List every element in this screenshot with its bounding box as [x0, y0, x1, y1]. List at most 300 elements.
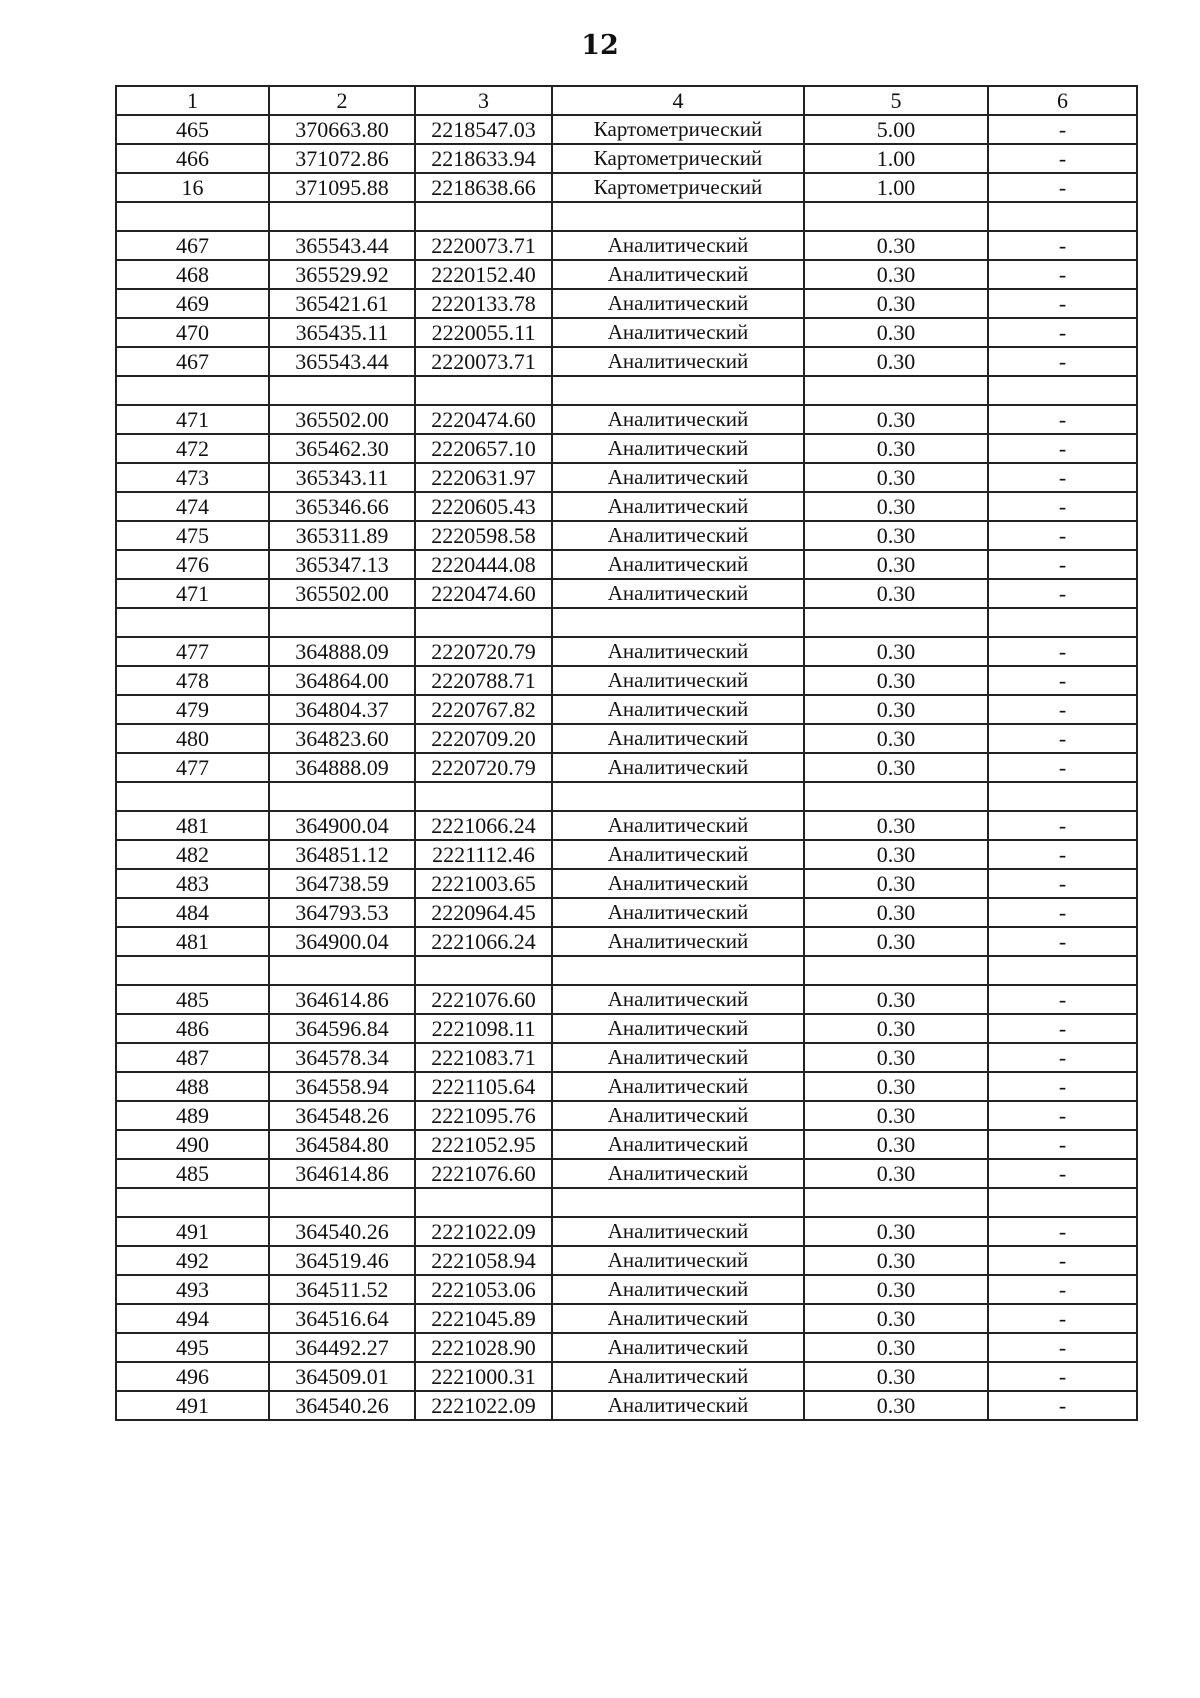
cell-accuracy: 0.30 — [804, 405, 988, 434]
table-separator-row — [116, 202, 1137, 231]
cell-point-number: 484 — [116, 898, 269, 927]
cell-method: Аналитический — [552, 695, 804, 724]
cell-coord-y: 2221058.94 — [415, 1246, 552, 1275]
cell-coord-x — [269, 608, 415, 637]
cell-method: Аналитический — [552, 550, 804, 579]
table-row — [116, 463, 1137, 492]
cell-accuracy: 0.30 — [804, 1101, 988, 1130]
cell-method: Картометрический — [552, 173, 804, 202]
cell-coord-y: 2220657.10 — [415, 434, 552, 463]
cell-point-number: 467 — [116, 347, 269, 376]
table-row — [116, 637, 1137, 666]
cell-method: Аналитический — [552, 1130, 804, 1159]
cell-coord-x: 364900.04 — [269, 927, 415, 956]
cell-note — [988, 956, 1137, 985]
cell-accuracy: 0.30 — [804, 492, 988, 521]
cell-point-number: 491 — [116, 1391, 269, 1420]
cell-accuracy: 0.30 — [804, 1072, 988, 1101]
cell-point-number: 471 — [116, 579, 269, 608]
cell-method: Аналитический — [552, 927, 804, 956]
cell-method: Аналитический — [552, 463, 804, 492]
cell-coord-x: 364540.26 — [269, 1217, 415, 1246]
cell-note — [988, 1188, 1137, 1217]
cell-point-number: 476 — [116, 550, 269, 579]
table-row — [116, 521, 1137, 550]
cell-accuracy: 1.00 — [804, 144, 988, 173]
cell-coord-x: 364516.64 — [269, 1304, 415, 1333]
cell-coord-y — [415, 1188, 552, 1217]
cell-accuracy — [804, 1188, 988, 1217]
cell-coord-y — [415, 782, 552, 811]
cell-coord-y: 2220720.79 — [415, 637, 552, 666]
cell-note: - — [988, 231, 1137, 260]
cell-point-number: 471 — [116, 405, 269, 434]
cell-accuracy: 0.30 — [804, 1217, 988, 1246]
cell-accuracy: 0.30 — [804, 666, 988, 695]
cell-note: - — [988, 1130, 1137, 1159]
cell-note: - — [988, 1014, 1137, 1043]
table-separator-row — [116, 376, 1137, 405]
cell-note: - — [988, 260, 1137, 289]
cell-point-number: 469 — [116, 289, 269, 318]
cell-method: Аналитический — [552, 1246, 804, 1275]
cell-note: - — [988, 1043, 1137, 1072]
cell-coord-y: 2221105.64 — [415, 1072, 552, 1101]
cell-coord-y: 2220152.40 — [415, 260, 552, 289]
cell-point-number: 470 — [116, 318, 269, 347]
cell-point-number: 472 — [116, 434, 269, 463]
cell-accuracy: 0.30 — [804, 724, 988, 753]
cell-coord-y: 2220474.60 — [415, 579, 552, 608]
cell-coord-x: 364888.09 — [269, 637, 415, 666]
cell-coord-y: 2221066.24 — [415, 927, 552, 956]
cell-coord-x: 364738.59 — [269, 869, 415, 898]
cell-point-number: 493 — [116, 1275, 269, 1304]
table-row — [116, 1101, 1137, 1130]
cell-point-number: 485 — [116, 985, 269, 1014]
cell-point-number: 478 — [116, 666, 269, 695]
cell-coord-x: 364578.34 — [269, 1043, 415, 1072]
cell-coord-y — [415, 956, 552, 985]
cell-note: - — [988, 1391, 1137, 1420]
cell-note: - — [988, 811, 1137, 840]
cell-coord-x: 365435.11 — [269, 318, 415, 347]
cell-coord-y: 2221083.71 — [415, 1043, 552, 1072]
cell-method: Аналитический — [552, 1333, 804, 1362]
cell-note: - — [988, 347, 1137, 376]
cell-accuracy: 0.30 — [804, 840, 988, 869]
table-row — [116, 1391, 1137, 1420]
cell-method: Аналитический — [552, 1159, 804, 1188]
cell-coord-y: 2221053.06 — [415, 1275, 552, 1304]
cell-method — [552, 1188, 804, 1217]
cell-coord-y: 2220073.71 — [415, 347, 552, 376]
cell-point-number: 466 — [116, 144, 269, 173]
page-number: 12 — [581, 30, 619, 61]
cell-coord-x: 364900.04 — [269, 811, 415, 840]
cell-coord-y: 2221066.24 — [415, 811, 552, 840]
cell-accuracy — [804, 608, 988, 637]
cell-coord-y — [415, 376, 552, 405]
cell-note: - — [988, 434, 1137, 463]
table-row — [116, 318, 1137, 347]
column-header-1: 1 — [116, 86, 269, 115]
cell-point-number — [116, 376, 269, 405]
table-row — [116, 1246, 1137, 1275]
table-row — [116, 898, 1137, 927]
cell-coord-y: 2221022.09 — [415, 1391, 552, 1420]
cell-coord-x: 365462.30 — [269, 434, 415, 463]
table-row — [116, 289, 1137, 318]
cell-method: Аналитический — [552, 231, 804, 260]
cell-coord-y: 2221095.76 — [415, 1101, 552, 1130]
cell-note: - — [988, 1159, 1137, 1188]
table-row — [116, 1159, 1137, 1188]
table-row — [116, 260, 1137, 289]
cell-coord-y: 2220709.20 — [415, 724, 552, 753]
cell-coord-y: 2221112.46 — [415, 840, 552, 869]
cell-method — [552, 202, 804, 231]
table-separator-row — [116, 956, 1137, 985]
cell-note: - — [988, 521, 1137, 550]
cell-coord-x: 364519.46 — [269, 1246, 415, 1275]
cell-accuracy: 0.30 — [804, 260, 988, 289]
cell-note: - — [988, 724, 1137, 753]
cell-coord-y: 2221028.90 — [415, 1333, 552, 1362]
cell-accuracy: 0.30 — [804, 1391, 988, 1420]
cell-note: - — [988, 318, 1137, 347]
cell-accuracy: 0.30 — [804, 1362, 988, 1391]
cell-method: Аналитический — [552, 1304, 804, 1333]
cell-note: - — [988, 1101, 1137, 1130]
cell-method: Картометрический — [552, 115, 804, 144]
table-row — [116, 347, 1137, 376]
cell-method: Аналитический — [552, 1391, 804, 1420]
cell-accuracy: 0.30 — [804, 637, 988, 666]
cell-coord-y: 2218633.94 — [415, 144, 552, 173]
table-row — [116, 1130, 1137, 1159]
cell-method — [552, 782, 804, 811]
cell-coord-y: 2220631.97 — [415, 463, 552, 492]
cell-coord-y: 2220767.82 — [415, 695, 552, 724]
cell-accuracy: 0.30 — [804, 550, 988, 579]
cell-method: Аналитический — [552, 1072, 804, 1101]
cell-point-number — [116, 608, 269, 637]
cell-note: - — [988, 405, 1137, 434]
cell-coord-x: 365543.44 — [269, 231, 415, 260]
cell-coord-x: 364509.01 — [269, 1362, 415, 1391]
cell-note: - — [988, 869, 1137, 898]
cell-note: - — [988, 637, 1137, 666]
cell-accuracy: 0.30 — [804, 347, 988, 376]
cell-method: Аналитический — [552, 666, 804, 695]
cell-method: Аналитический — [552, 1275, 804, 1304]
cell-method: Аналитический — [552, 318, 804, 347]
cell-method: Аналитический — [552, 724, 804, 753]
cell-coord-x — [269, 376, 415, 405]
cell-note: - — [988, 1304, 1137, 1333]
cell-method: Аналитический — [552, 840, 804, 869]
table-row — [116, 1275, 1137, 1304]
cell-point-number: 487 — [116, 1043, 269, 1072]
cell-method: Аналитический — [552, 1362, 804, 1391]
cell-coord-x: 365543.44 — [269, 347, 415, 376]
cell-coord-x: 364888.09 — [269, 753, 415, 782]
table-row — [116, 811, 1137, 840]
cell-coord-y — [415, 202, 552, 231]
cell-point-number: 492 — [116, 1246, 269, 1275]
cell-accuracy: 0.30 — [804, 985, 988, 1014]
cell-note — [988, 376, 1137, 405]
cell-note: - — [988, 666, 1137, 695]
cell-method — [552, 956, 804, 985]
cell-coord-y: 2221076.60 — [415, 985, 552, 1014]
cell-accuracy: 0.30 — [804, 1333, 988, 1362]
cell-method: Аналитический — [552, 1043, 804, 1072]
table-row — [116, 1333, 1137, 1362]
cell-point-number: 496 — [116, 1362, 269, 1391]
cell-coord-y: 2221045.89 — [415, 1304, 552, 1333]
cell-point-number: 465 — [116, 115, 269, 144]
cell-coord-y: 2218638.66 — [415, 173, 552, 202]
table-row — [116, 405, 1137, 434]
cell-point-number: 467 — [116, 231, 269, 260]
cell-accuracy: 0.30 — [804, 1014, 988, 1043]
cell-accuracy: 0.30 — [804, 927, 988, 956]
cell-point-number: 481 — [116, 927, 269, 956]
table-row — [116, 753, 1137, 782]
cell-accuracy: 0.30 — [804, 1043, 988, 1072]
cell-point-number: 16 — [116, 173, 269, 202]
cell-accuracy: 0.30 — [804, 869, 988, 898]
cell-method — [552, 608, 804, 637]
cell-point-number: 474 — [116, 492, 269, 521]
cell-point-number — [116, 1188, 269, 1217]
cell-accuracy: 0.30 — [804, 1159, 988, 1188]
cell-coord-x: 364614.86 — [269, 985, 415, 1014]
cell-note: - — [988, 753, 1137, 782]
table-row — [116, 1043, 1137, 1072]
cell-accuracy: 0.30 — [804, 463, 988, 492]
cell-coord-x: 371072.86 — [269, 144, 415, 173]
table-header-row — [116, 86, 1137, 115]
cell-method: Аналитический — [552, 1217, 804, 1246]
cell-accuracy: 0.30 — [804, 1275, 988, 1304]
cell-coord-y: 2221022.09 — [415, 1217, 552, 1246]
cell-point-number: 491 — [116, 1217, 269, 1246]
cell-note: - — [988, 1246, 1137, 1275]
cell-coord-y: 2220474.60 — [415, 405, 552, 434]
cell-accuracy: 0.30 — [804, 898, 988, 927]
cell-coord-x: 364864.00 — [269, 666, 415, 695]
table-row — [116, 1304, 1137, 1333]
cell-coord-y: 2221000.31 — [415, 1362, 552, 1391]
cell-method: Аналитический — [552, 1014, 804, 1043]
table-row — [116, 869, 1137, 898]
cell-note: - — [988, 463, 1137, 492]
cell-note: - — [988, 144, 1137, 173]
cell-accuracy: 0.30 — [804, 1246, 988, 1275]
cell-point-number: 477 — [116, 637, 269, 666]
cell-point-number: 488 — [116, 1072, 269, 1101]
table-separator-row — [116, 782, 1137, 811]
cell-coord-x: 364558.94 — [269, 1072, 415, 1101]
table-row — [116, 695, 1137, 724]
cell-note: - — [988, 898, 1137, 927]
cell-method: Аналитический — [552, 869, 804, 898]
cell-accuracy — [804, 376, 988, 405]
cell-coord-y: 2218547.03 — [415, 115, 552, 144]
cell-coord-x: 364614.86 — [269, 1159, 415, 1188]
cell-coord-x: 364804.37 — [269, 695, 415, 724]
cell-coord-y: 2220598.58 — [415, 521, 552, 550]
column-header-2: 2 — [269, 86, 415, 115]
cell-point-number: 482 — [116, 840, 269, 869]
cell-coord-y: 2220605.43 — [415, 492, 552, 521]
cell-coord-x: 364492.27 — [269, 1333, 415, 1362]
cell-coord-x: 365502.00 — [269, 405, 415, 434]
cell-method: Аналитический — [552, 637, 804, 666]
cell-coord-x: 364596.84 — [269, 1014, 415, 1043]
cell-method: Аналитический — [552, 985, 804, 1014]
cell-method: Аналитический — [552, 521, 804, 550]
cell-point-number: 486 — [116, 1014, 269, 1043]
table-row — [116, 492, 1137, 521]
cell-note: - — [988, 492, 1137, 521]
table-row — [116, 1014, 1137, 1043]
table-row — [116, 666, 1137, 695]
column-header-3: 3 — [415, 86, 552, 115]
cell-note: - — [988, 579, 1137, 608]
cell-point-number: 495 — [116, 1333, 269, 1362]
cell-method: Аналитический — [552, 347, 804, 376]
cell-coord-y: 2221052.95 — [415, 1130, 552, 1159]
table-row — [116, 144, 1137, 173]
cell-coord-x: 364793.53 — [269, 898, 415, 927]
cell-point-number: 494 — [116, 1304, 269, 1333]
cell-accuracy: 0.30 — [804, 1304, 988, 1333]
cell-accuracy: 0.30 — [804, 289, 988, 318]
cell-point-number: 483 — [116, 869, 269, 898]
cell-coord-y: 2220055.11 — [415, 318, 552, 347]
cell-point-number: 480 — [116, 724, 269, 753]
cell-accuracy — [804, 956, 988, 985]
cell-point-number: 475 — [116, 521, 269, 550]
cell-coord-y: 2220133.78 — [415, 289, 552, 318]
cell-note — [988, 608, 1137, 637]
cell-accuracy: 0.30 — [804, 434, 988, 463]
cell-note: - — [988, 289, 1137, 318]
table-row — [116, 579, 1137, 608]
cell-note: - — [988, 840, 1137, 869]
cell-coord-x: 365343.11 — [269, 463, 415, 492]
cell-coord-x — [269, 956, 415, 985]
cell-point-number: 468 — [116, 260, 269, 289]
cell-coord-y: 2221076.60 — [415, 1159, 552, 1188]
table-separator-row — [116, 1188, 1137, 1217]
cell-method: Аналитический — [552, 405, 804, 434]
cell-method: Аналитический — [552, 434, 804, 463]
cell-point-number: 481 — [116, 811, 269, 840]
cell-accuracy: 0.30 — [804, 579, 988, 608]
cell-coord-x — [269, 1188, 415, 1217]
cell-coord-x: 365347.13 — [269, 550, 415, 579]
table-body — [116, 115, 1137, 1420]
cell-coord-y: 2221003.65 — [415, 869, 552, 898]
cell-note — [988, 202, 1137, 231]
cell-coord-y: 2220788.71 — [415, 666, 552, 695]
cell-note: - — [988, 1217, 1137, 1246]
table-separator-row — [116, 608, 1137, 637]
cell-coord-x: 364584.80 — [269, 1130, 415, 1159]
cell-accuracy: 0.30 — [804, 231, 988, 260]
cell-method: Аналитический — [552, 811, 804, 840]
column-header-6: 6 — [988, 86, 1137, 115]
table-row — [116, 115, 1137, 144]
cell-coord-x: 364823.60 — [269, 724, 415, 753]
cell-coord-x: 365502.00 — [269, 579, 415, 608]
cell-coord-y: 2220964.45 — [415, 898, 552, 927]
cell-accuracy: 0.30 — [804, 521, 988, 550]
cell-accuracy: 0.30 — [804, 753, 988, 782]
cell-point-number: 479 — [116, 695, 269, 724]
cell-coord-y: 2221098.11 — [415, 1014, 552, 1043]
coordinates-table — [115, 85, 1138, 1421]
cell-point-number — [116, 202, 269, 231]
cell-note: - — [988, 1333, 1137, 1362]
cell-coord-y: 2220073.71 — [415, 231, 552, 260]
cell-method: Аналитический — [552, 492, 804, 521]
cell-coord-x: 365311.89 — [269, 521, 415, 550]
cell-coord-x: 364540.26 — [269, 1391, 415, 1420]
cell-method: Аналитический — [552, 753, 804, 782]
table-row — [116, 985, 1137, 1014]
cell-accuracy: 0.30 — [804, 1130, 988, 1159]
cell-accuracy: 0.30 — [804, 695, 988, 724]
cell-method — [552, 376, 804, 405]
cell-coord-x: 365346.66 — [269, 492, 415, 521]
cell-method: Аналитический — [552, 1101, 804, 1130]
table-row — [116, 231, 1137, 260]
cell-coord-y — [415, 608, 552, 637]
cell-coord-y: 2220444.08 — [415, 550, 552, 579]
cell-accuracy — [804, 782, 988, 811]
cell-method: Аналитический — [552, 898, 804, 927]
cell-note — [988, 782, 1137, 811]
cell-point-number: 490 — [116, 1130, 269, 1159]
cell-method: Аналитический — [552, 579, 804, 608]
cell-point-number: 489 — [116, 1101, 269, 1130]
cell-note: - — [988, 1362, 1137, 1391]
cell-coord-x: 371095.88 — [269, 173, 415, 202]
cell-accuracy: 0.30 — [804, 318, 988, 347]
cell-note: - — [988, 1072, 1137, 1101]
table-row — [116, 550, 1137, 579]
cell-coord-x: 364511.52 — [269, 1275, 415, 1304]
cell-accuracy: 5.00 — [804, 115, 988, 144]
cell-point-number: 485 — [116, 1159, 269, 1188]
cell-coord-x: 364851.12 — [269, 840, 415, 869]
cell-accuracy: 1.00 — [804, 173, 988, 202]
cell-point-number: 477 — [116, 753, 269, 782]
table-row — [116, 927, 1137, 956]
cell-note: - — [988, 695, 1137, 724]
cell-point-number — [116, 782, 269, 811]
table-row — [116, 434, 1137, 463]
column-header-4: 4 — [552, 86, 804, 115]
cell-point-number: 473 — [116, 463, 269, 492]
cell-point-number — [116, 956, 269, 985]
